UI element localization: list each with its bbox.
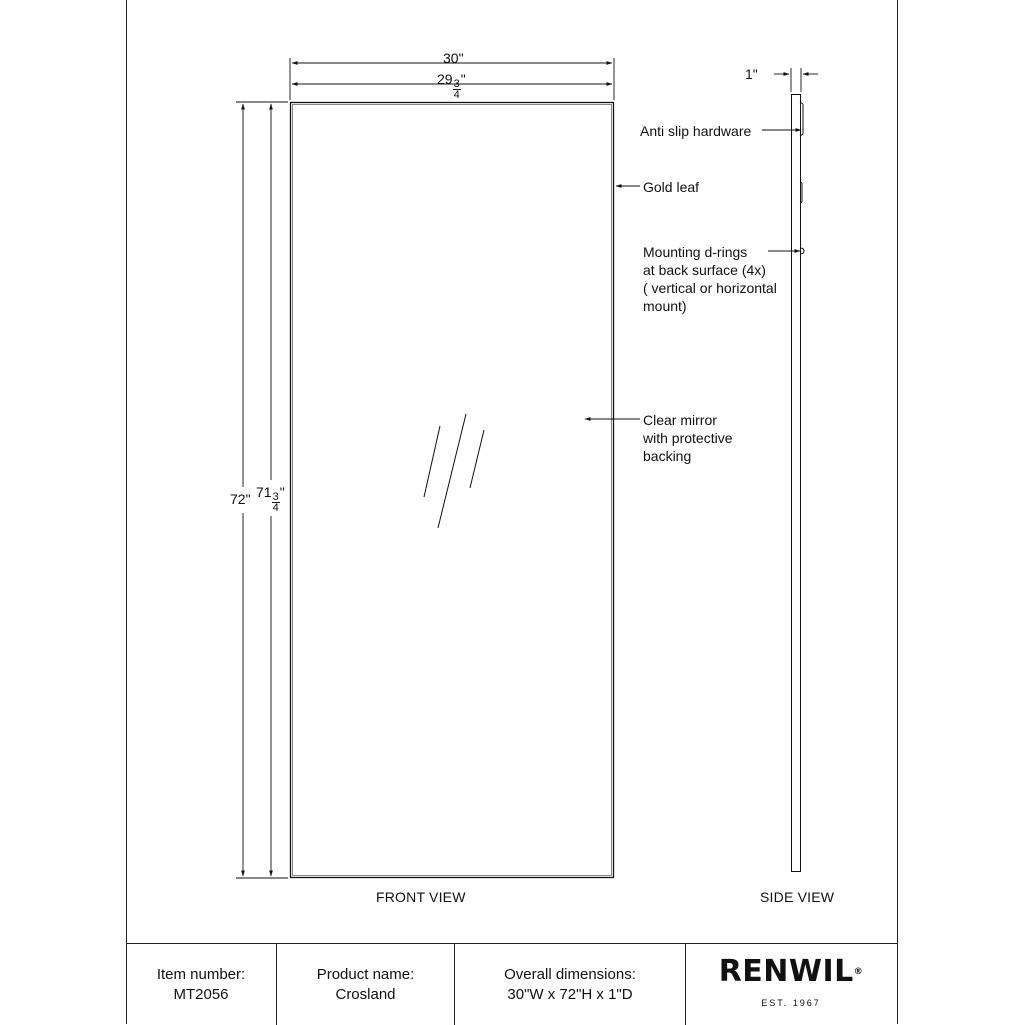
mounting-callout: Mounting d-rings at back surface (4x) ( vertical or horizontal mount) <box>643 244 777 314</box>
dimensions-label: Overall dimensions: <box>504 965 636 983</box>
side-view-profile <box>792 95 805 872</box>
overall-height-label: 72" <box>230 491 251 507</box>
anti-slip-callout: Anti slip hardware <box>640 123 752 139</box>
title-block <box>126 943 898 1024</box>
item-number-value: MT2056 <box>173 985 229 1003</box>
brand-established: EST. 1967 <box>761 997 821 1008</box>
overall-width-label: 30" <box>443 50 464 66</box>
inner-height-label: 71 $\frac{3}{4}$ " <box>256 484 285 514</box>
inner-width-label: 29 $\frac{3}{4}$ " <box>437 71 466 101</box>
depth-dimension <box>774 68 818 92</box>
side-view-title: SIDE VIEW <box>760 889 835 905</box>
item-number-cell <box>126 944 277 1025</box>
inner-height-whole: 71 <box>256 484 272 500</box>
gold-leaf-callout: Gold leaf <box>643 179 700 195</box>
mirror-callout: Clear mirror with protective backing <box>643 412 733 464</box>
brand-cell <box>686 944 896 1025</box>
inner-width-whole: 29 <box>437 71 453 87</box>
reflection-lines <box>424 414 484 528</box>
product-name-value: Crosland <box>335 985 396 1003</box>
dimensions-value: 30"W x 72"H x 1"D <box>507 985 633 1003</box>
item-number-label: Item number: <box>156 965 246 983</box>
inner-width-fraction: $\frac{3}{4}$ <box>453 78 460 101</box>
product-name-cell <box>277 944 455 1025</box>
product-name-label: Product name: <box>316 965 415 983</box>
brand-logo: RENWIL® <box>718 953 864 989</box>
front-view-title: FRONT VIEW <box>376 889 466 905</box>
inner-height-fraction: $\frac{3}{4}$ <box>272 491 279 514</box>
depth-label: 1" <box>745 66 758 82</box>
dimensions-cell <box>455 944 686 1025</box>
front-view-mirror <box>291 103 614 878</box>
